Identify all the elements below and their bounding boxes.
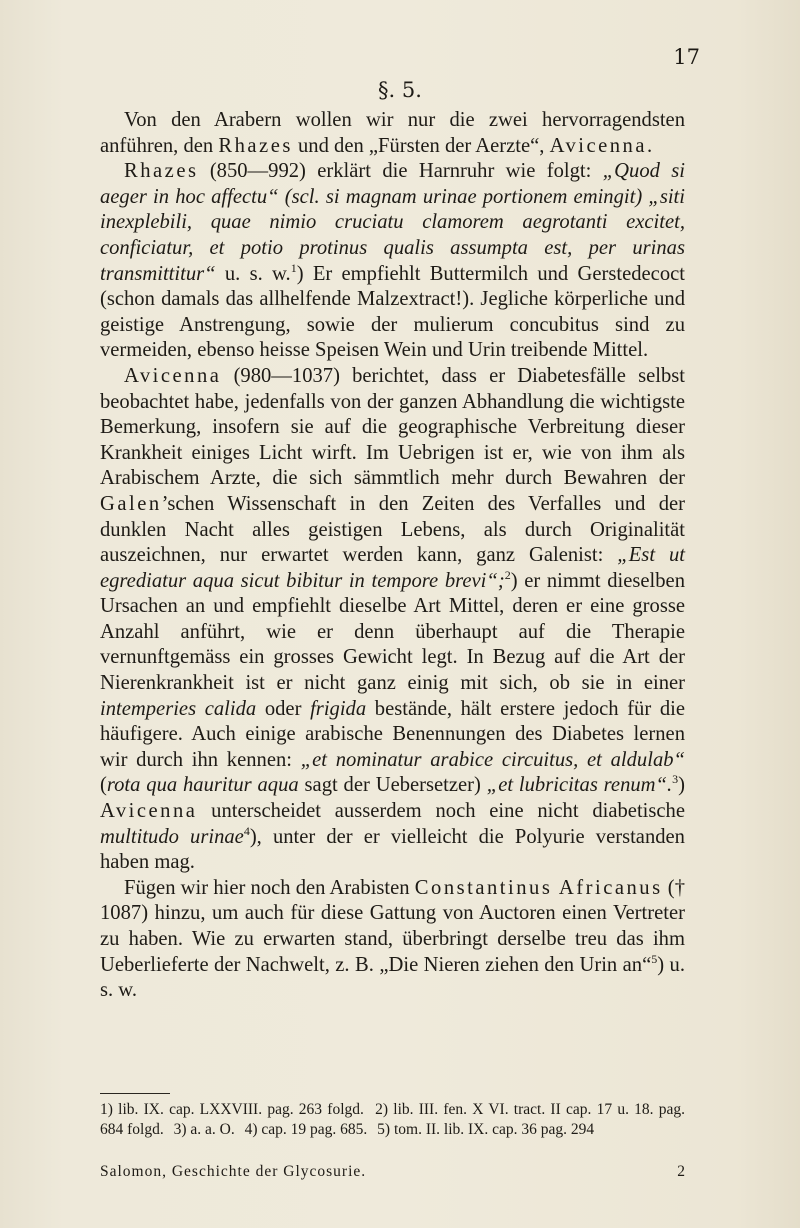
footnote-mark: 3)	[173, 1121, 187, 1138]
text-run: (850—992) erklärt die Harnruhr wie folgt:	[198, 160, 603, 183]
footnote-mark: 4)	[244, 1121, 258, 1138]
paragraph-1	[100, 108, 685, 159]
footnote-text: tom. II. lib. IX. cap. 36 pag. 294	[393, 1121, 595, 1138]
text-run: ’schen Wissenschaft in den Zeiten des Verfalles und der dunklen Nacht alles geistigen Lebens, als durch Originalität auszeichnen, nur erwartet werden kann, ganz Galenist:	[100, 492, 685, 567]
footnote-ref: 1	[290, 260, 297, 275]
footnote-mark: 1)	[100, 1101, 113, 1118]
person-name: Galen	[100, 492, 162, 515]
text-run: (	[100, 774, 107, 797]
footnote-mark: 2)	[375, 1101, 389, 1118]
footnotes	[100, 1100, 685, 1140]
signature-line	[100, 1163, 685, 1181]
paragraph-4	[100, 876, 685, 1004]
footnote-5	[377, 1121, 594, 1138]
person-name: Avicenna	[124, 364, 222, 387]
text-run: Fügen wir hier noch den Arabisten	[124, 876, 415, 899]
footnote-text: a. a. O.	[190, 1121, 235, 1138]
section-heading: §. 5.	[378, 78, 422, 102]
latin-quote: rota qua hauritur aqua	[106, 774, 299, 797]
person-name: Constantinus Africanus	[414, 876, 663, 899]
person-name: Avicenna	[100, 800, 198, 823]
latin-quote: (scl. si magnam urinae portionem emingit)	[278, 185, 649, 208]
text-run: († 1087) hinzu, um auch für diese Gattung von Auctoren einen Vertreter zu haben. Wie zu erwarten stand, überbringt derselbe treu das ihm Ueberlieferte der Nachwelt, z. B. „Die Nieren ziehen den Urin an“	[100, 876, 685, 976]
latin-quote: multitudo urinae	[100, 825, 244, 848]
footnote-ref: 4	[243, 823, 250, 838]
text-run: bestände, hält erstere jedoch für die häufigere. Auch einige arabische Benennungen des Diabetes lernen wir durch ihn kennen:	[100, 697, 685, 771]
signature-mark: 2	[677, 1163, 685, 1180]
page-number: 17	[673, 45, 700, 69]
person-name: Rhazes	[218, 134, 293, 157]
footnote-text: cap. 19 pag. 685.	[261, 1121, 368, 1138]
text-run: .	[647, 134, 653, 157]
text-run: )	[678, 774, 685, 797]
person-name: Avicenna	[549, 134, 647, 157]
text-run: Von den Arabern wollen wir nur die zwei hervorragendsten anführen, den	[100, 109, 685, 157]
latin-quote: frigida	[310, 697, 367, 720]
paragraph-3	[100, 364, 685, 876]
latin-quote: intemperies calida	[100, 697, 257, 720]
latin-quote: „Est ut egrediatur aqua sicut bibitur in tempore brevi“;	[100, 544, 685, 592]
text-run: (980—1037) berichtet, dass er Diabetesfälle selbst beobachtet habe, jedenfalls von der ganzen Abhandlung die wichtigste Bemerkung, insofern sie auf die geographische Verbreitung dieser Krankheit einiges Licht wirft. Im Uebrigen ist er, wie von ihm als Arabischem Arzte, die sich sämmtlich mehr durch Bewahren der	[100, 364, 685, 490]
text-run: ) Er empfiehlt Buttermilch und Gerstedecoct (schon damals das allhelfende Malzextract!). Jegliche körperliche und geistige Anstrengung, sowie der mulierum concubitus sind zu vermeiden, ebenso heisse Speisen Wein und Urin treibende Mittel.	[100, 262, 685, 362]
footnote-ref: 5	[651, 951, 658, 966]
latin-quote: „siti inexplebili, quae nimio cruciatu clamorem aegrotanti excitet, conficiatur, et potio protinus qualis assumpta est, per urinas transmittitur“	[100, 185, 685, 285]
latin-quote: „Quod si aeger in hoc affectu“	[100, 160, 685, 208]
footnote-text: lib. III. fen. X VI. tract. II cap. 17 u. 18. pag. 684 folgd.	[100, 1101, 686, 1138]
text-run: ) er nimmt dieselben Ursachen an und empfiehlt dieselbe Art Mittel, deren er eine grosse Anzahl anführt, wie er denn überhaupt auf die Therapie vernunftgemäss ein grosses Gewicht legt. In Bezug auf die Art der Nierenkrankheit ist er nicht ganz einig mit sich, ob sie in einer	[100, 569, 685, 695]
signature-title: Salomon, Geschichte der Glycosurie.	[100, 1163, 367, 1180]
paragraph-2	[100, 159, 685, 364]
footnote-divider	[100, 1093, 170, 1094]
text-run: und den „Fürsten der Aerzte“,	[292, 134, 550, 157]
latin-quote: „et lubricitas renum“.	[486, 774, 673, 797]
footnote-text: lib. IX. cap. LXXVIII. pag. 263 folgd.	[118, 1101, 364, 1118]
text-run: sagt der Uebersetzer)	[298, 774, 487, 797]
footnote-3	[174, 1121, 235, 1138]
text-run: ) u. s. w.	[100, 953, 685, 1002]
body-text	[100, 108, 685, 1004]
person-name: Rhazes	[124, 160, 199, 183]
footnote-mark: 5)	[377, 1121, 391, 1138]
text-run: oder	[256, 697, 311, 720]
footnote-ref: 3	[672, 772, 679, 787]
footnote-4	[245, 1121, 368, 1138]
text-run: unterscheidet ausserdem noch eine nicht diabetische	[197, 800, 685, 823]
latin-quote: „et nominatur arabice circuitus, et aldulab“	[300, 748, 685, 771]
text-run: ), unter der er vielleicht die Polyurie verstanden haben mag.	[100, 825, 685, 874]
footnote-1	[100, 1101, 364, 1118]
text-run: u. s. w.	[215, 262, 291, 285]
footnote-ref: 2	[504, 567, 511, 582]
